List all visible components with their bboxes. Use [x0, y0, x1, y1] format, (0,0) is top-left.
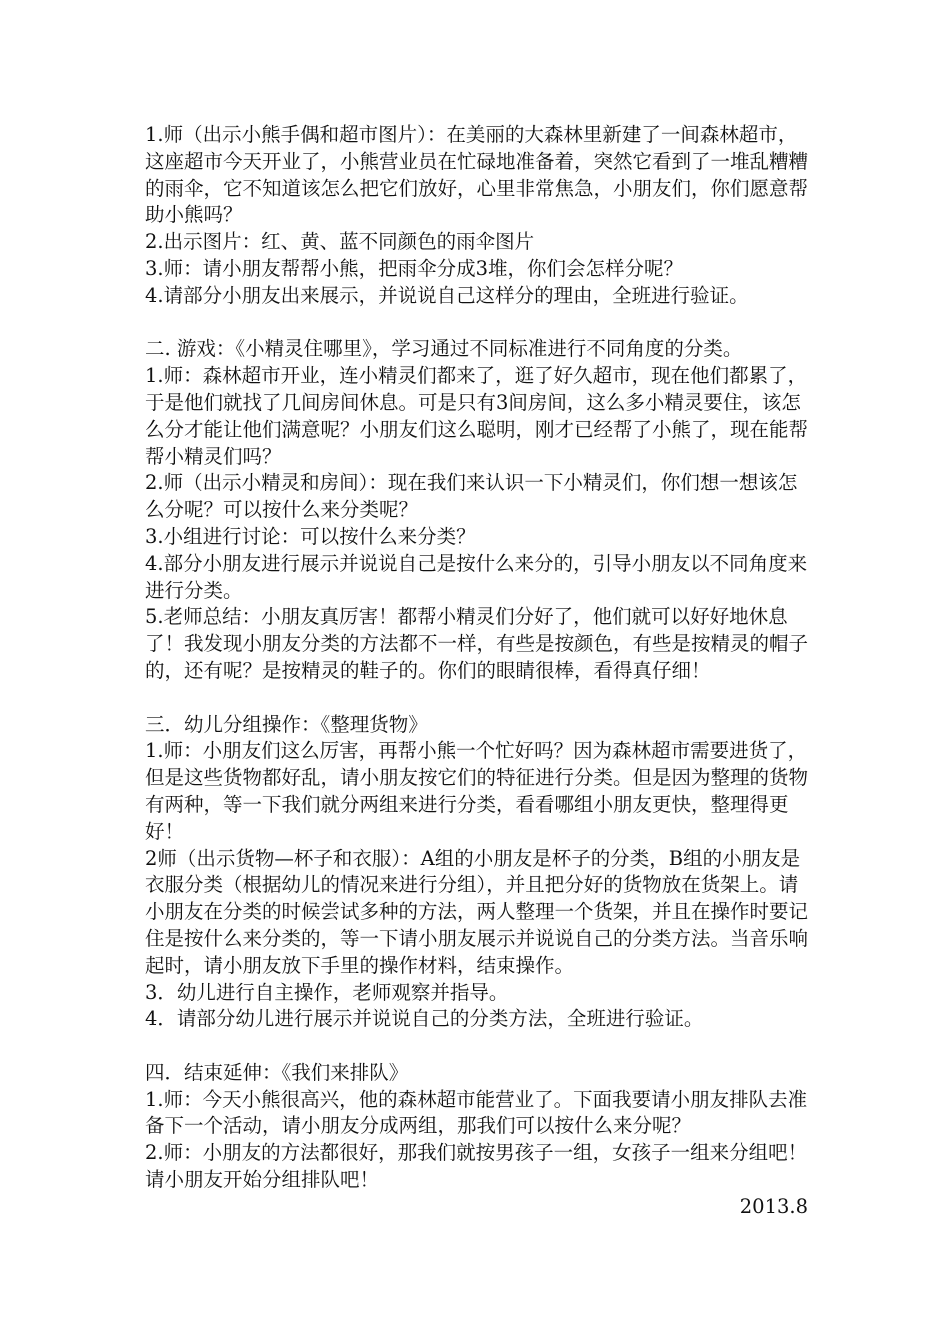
- document-date: 2013.8: [739, 1194, 808, 1218]
- paragraph: 2师（出示货物—杯子和衣服）：A组的小朋友是杯子的分类，B组的小朋友是衣服分类（根据幼儿的情况来进行分组），并且把分好的货物放在货架上。请小朋友在分类的时候尝试多种的方法，两人整理一个货架，并且在操作时要记住是按什么来分类的，等一下请小朋友展示并说说自己的分类方法。当音乐响起时，请小朋友放下手里的操作材料，结束操作。: [145, 846, 809, 977]
- section-intro: [145, 122, 810, 310]
- document-page: [145, 122, 810, 1221]
- paragraph: 1.师：今天小熊很高兴，他的森林超市能营业了。下面我要请小朋友排队去准备下一个活动，请小朋友分成两组，那我们可以按什么来分呢？: [145, 1087, 808, 1138]
- paragraph: 3.师：请小朋友帮帮小熊，把雨伞分成3堆，你们会怎样分呢？: [145, 256, 684, 280]
- paragraph: 2.师（出示小精灵和房间）：现在我们来认识一下小精灵们，你们想一想该怎么分呢？可以按什么来分类呢？: [145, 471, 798, 522]
- paragraph: 3.小组进行讨论：可以按什么来分类？: [145, 524, 476, 548]
- section-game: [145, 336, 810, 684]
- section-heading: 四．结束延伸：《我们来排队》: [145, 1060, 409, 1084]
- paragraph: 4.部分小朋友进行展示并说说自己是按什么来分的，引导小朋友以不同角度来进行分类。: [145, 551, 808, 602]
- section-heading: 二. 游戏：《小精灵住哪里》，学习通过不同标准进行不同角度的分类。: [145, 337, 743, 361]
- paragraph: 3．幼儿进行自主操作，老师观察并指导。: [145, 980, 509, 1004]
- paragraph: 1.师：小朋友们这么厉害，再帮小熊一个忙好吗？因为森林超市需要进货了，但是这些货物都好乱，请小朋友按它们的特征进行分类。但是因为整理的货物有两种，等一下我们就分两组来进行分类，看看哪组小朋友更快，整理得更好！: [145, 739, 809, 843]
- paragraph: 2.师：小朋友的方法都很好，那我们就按男孩子一组，女孩子一组来分组吧！请小朋友开始分组排队吧！: [145, 1141, 808, 1192]
- paragraph: 4．请部分幼儿进行展示并说说自己的分类方法，全班进行验证。: [145, 1007, 704, 1031]
- section-group-operation: [145, 712, 810, 1034]
- paragraph: 5.老师总结：小朋友真厉害！都帮小精灵们分好了，他们就可以好好地休息了！我发现小朋友分类的方法都不一样，有些是按颜色，有些是按精灵的帽子的，还有呢？是按精灵的鞋子的。你们的眼睛很棒，看得真仔细！: [145, 605, 809, 682]
- paragraph: 1.师：森林超市开业，连小精灵们都来了，逛了好久超市，现在他们都累了，于是他们就找了几间房间休息。可是只有3间房间，这么多小精灵要住，该怎么分才能让他们满意呢？小朋友们这么聪明，刚才已经帮了小熊了，现在能帮帮小精灵们吗？: [145, 364, 809, 468]
- paragraph: 1.师（出示小熊手偶和超市图片）：在美丽的大森林里新建了一间森林超市，这座超市今天开业了，小熊营业员在忙碌地准备着，突然它看到了一堆乱糟糟的雨伞，它不知道该怎么把它们放好，心里非常焦急，小朋友们，你们愿意帮助小熊吗？: [145, 123, 809, 227]
- paragraph: 4.请部分小朋友出来展示，并说说自己这样分的理由，全班进行验证。: [145, 283, 749, 307]
- section-ending: [145, 1060, 810, 1221]
- section-heading: 三．幼儿分组操作：《整理货物》: [145, 712, 428, 736]
- paragraph: 2.出示图片：红、黄、蓝不同颜色的雨伞图片: [145, 230, 535, 254]
